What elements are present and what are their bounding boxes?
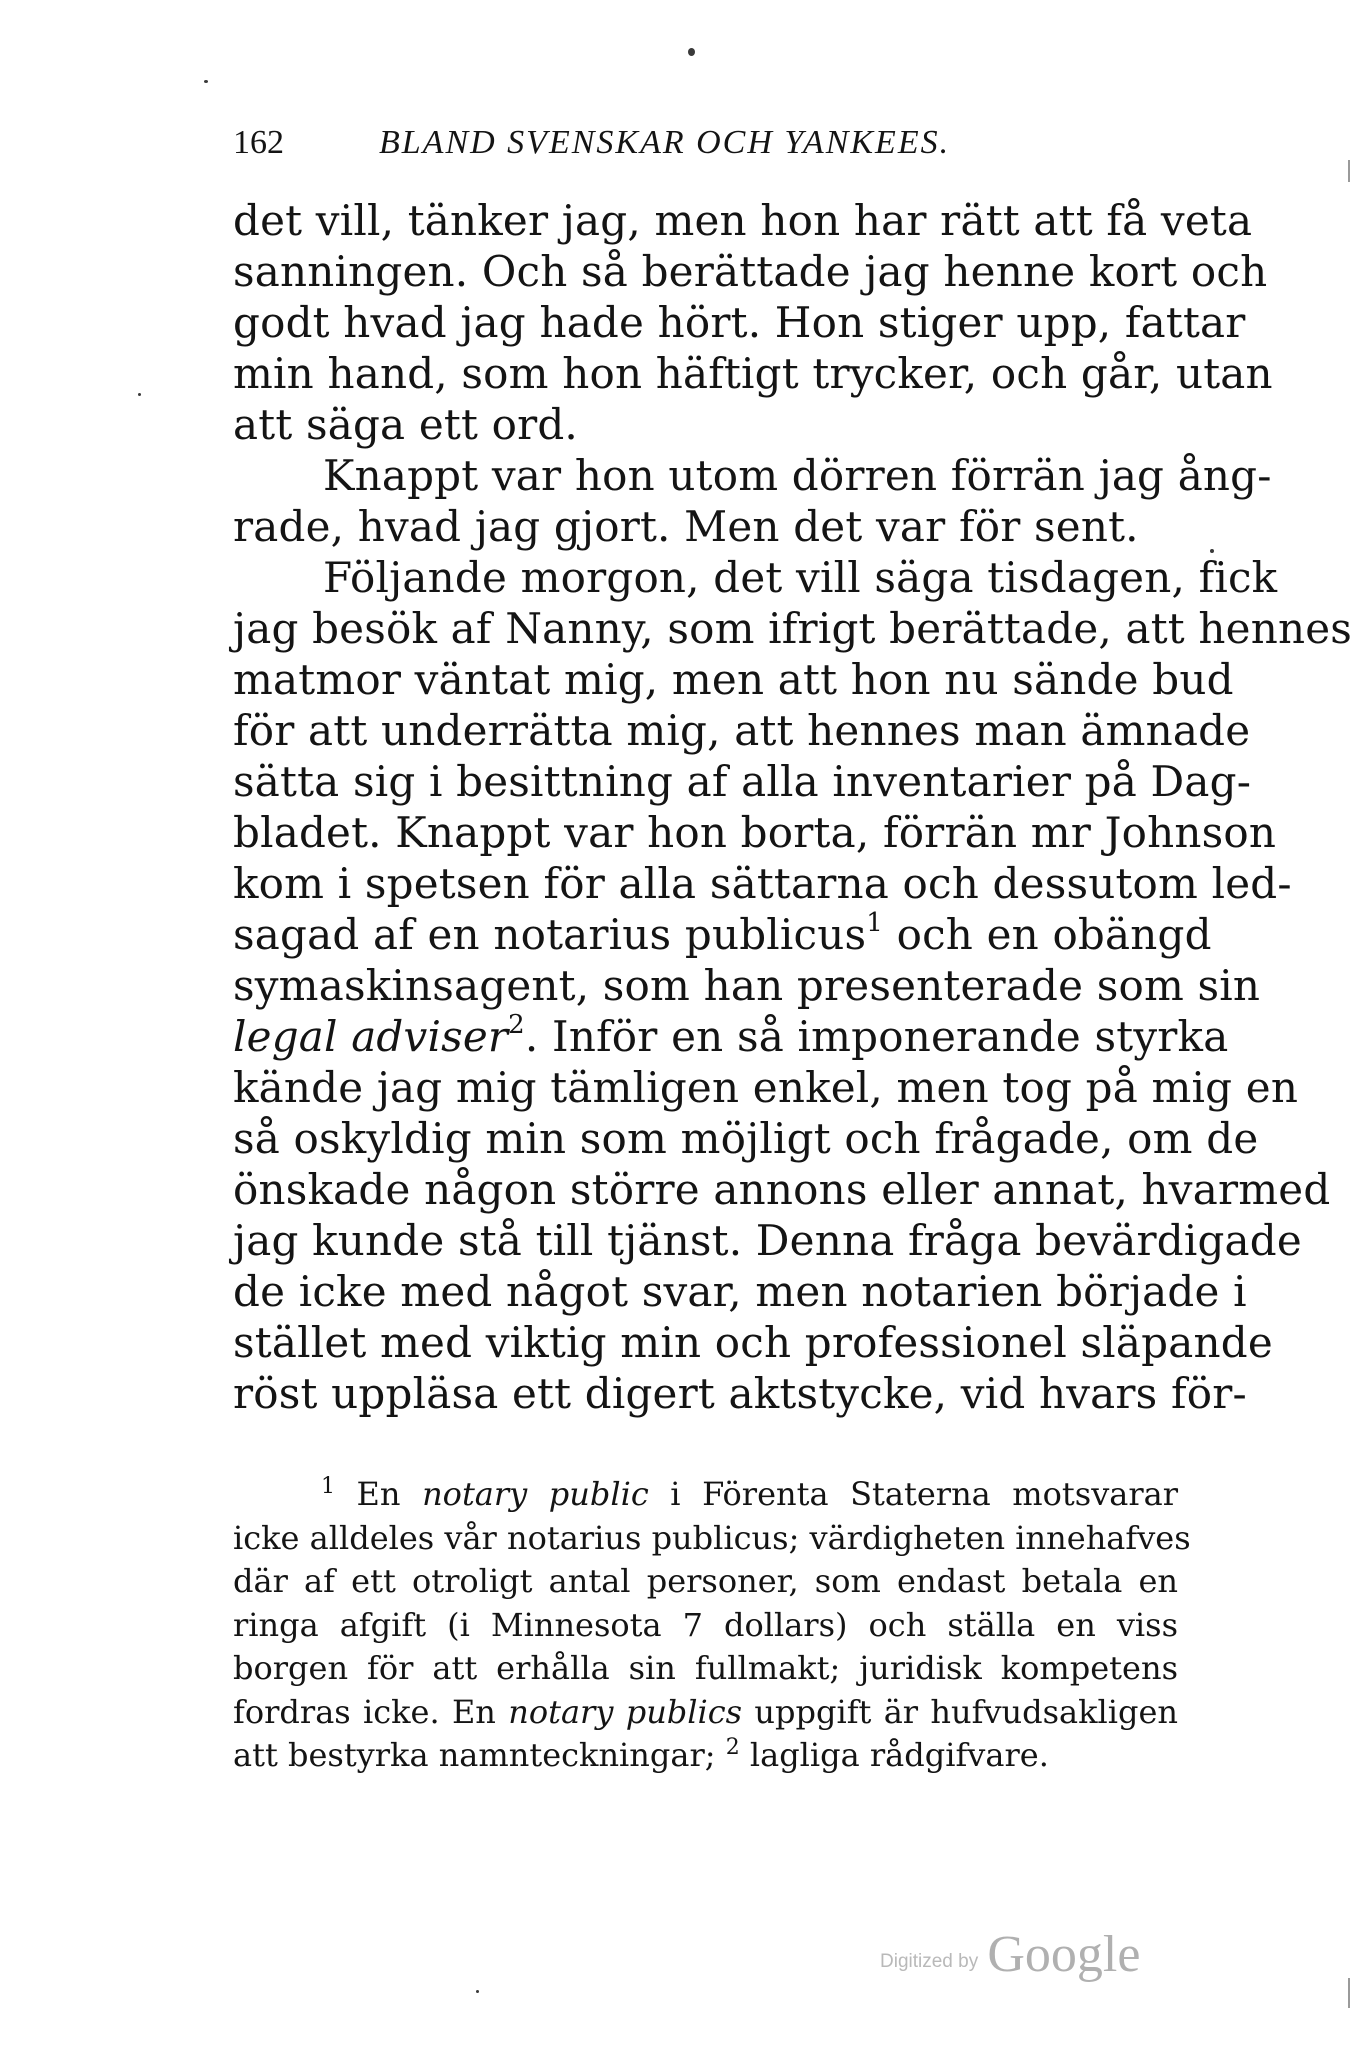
scan-edge-mark — [1348, 1978, 1350, 2008]
text-line: kände jag mig tämligen enkel, men tog på mig en — [233, 1063, 1299, 1112]
text-line: röst uppläsa ett digert aktstycke, vid hvars för- — [233, 1369, 1247, 1418]
footnote-line — [233, 1691, 1178, 1735]
watermark-prefix: Digitized by — [880, 1951, 979, 1972]
text-line: de icke med något svar, men notarien började i — [233, 1267, 1247, 1316]
footnote-line — [233, 1473, 1178, 1517]
scan-speck — [688, 48, 695, 56]
text-line: jag besök af Nanny, som ifrigt berättade, att hennes — [233, 604, 1353, 653]
text-line: sätta sig i besittning af alla inventarier på Dag- — [233, 757, 1252, 806]
footnotes — [233, 1473, 1191, 1778]
text-segment: lagliga rådgifvare. — [739, 1736, 1049, 1774]
text-line: så oskyldig min som möjligt och frågade, om de — [233, 1114, 1259, 1163]
footnote-line: borgen för att erhålla sin fullmakt; juridisk kompetens — [233, 1649, 1178, 1687]
text-line: sanningen. Och så berättade jag henne kort och — [233, 247, 1268, 296]
scan-speck — [138, 393, 141, 396]
scan-speck — [204, 80, 208, 83]
body-text — [233, 195, 1353, 1419]
text-segment: sagad af en notarius publicus — [233, 910, 867, 959]
digitized-by-google-watermark — [880, 1925, 1140, 1985]
text-segment: och en obängd — [883, 910, 1212, 959]
page-number: 162 — [233, 124, 284, 161]
footnote-ref-1: 1 — [866, 908, 884, 938]
footnote-line: där af ett otroligt antal personer, som endast betala en — [233, 1562, 1178, 1600]
italic-term: notary publics — [508, 1692, 743, 1731]
text-line: stället med viktig min och professionel släpande — [233, 1318, 1273, 1367]
text-line: symaskinsagent, som han presenterade som sin — [233, 961, 1261, 1010]
footnote-line — [233, 1734, 1178, 1778]
text-segment: fordras icke. En — [233, 1692, 509, 1731]
text-line: kom i spetsen för alla sättarna och dessutom led- — [233, 859, 1292, 908]
text-line: min hand, som hon häftigt trycker, och går, utan — [233, 349, 1273, 398]
running-head: BLAND SVENSKAR OCH YANKEES. — [379, 124, 951, 161]
italic-term: legal adviser — [233, 1012, 509, 1061]
text-line: det vill, tänker jag, men hon har rätt att få veta — [233, 196, 1253, 245]
italic-term: notary public — [422, 1475, 649, 1513]
footnote-line: icke alldeles vår notarius publicus; värdigheten innehafves — [233, 1518, 1191, 1557]
text-line: att säga ett ord. — [233, 400, 578, 449]
footnote-line: ringa afgift (i Minnesota 7 dollars) och ställa en viss — [233, 1605, 1178, 1644]
footnote-marker-2: 2 — [725, 1735, 740, 1760]
text-line — [233, 1010, 1229, 1062]
scan-edge-mark — [1348, 160, 1350, 182]
watermark-brand: Google — [987, 1926, 1141, 1983]
text-line: bladet. Knappt var hon borta, förrän mr Johnson — [233, 808, 1277, 857]
footnote-marker-1: 1 — [321, 1474, 335, 1499]
text-segment: i Förenta Staterna motsvarar — [648, 1475, 1179, 1513]
text-line: för att underrätta mig, att hennes man ämnade — [233, 706, 1251, 755]
scan-speck — [476, 1990, 479, 1993]
text-line — [233, 908, 1212, 960]
text-segment: uppgift är hufvudsakligen — [742, 1692, 1179, 1731]
text-line: rade, hvad jag gjort. Men det var för sent. — [233, 502, 1139, 551]
page-header — [233, 118, 1133, 168]
text-line: Knappt var hon utom dörren förrän jag ång- — [323, 451, 1272, 500]
text-segment: . Inför en så imponerande styrka — [524, 1012, 1229, 1061]
text-segment: att bestyrka namnteckningar; — [233, 1736, 726, 1774]
text-line: Följande morgon, det vill säga tisdagen, fick — [323, 553, 1278, 602]
text-segment: En — [335, 1475, 423, 1513]
text-line: önskade någon större annons eller annat, hvarmed — [233, 1165, 1331, 1214]
text-line: godt hvad jag hade hört. Hon stiger upp, fattar — [233, 298, 1246, 347]
text-line: jag kunde stå till tjänst. Denna fråga bevärdigade — [233, 1216, 1302, 1265]
text-line: matmor väntat mig, men att hon nu sände bud — [233, 655, 1234, 704]
scan-speck — [1210, 549, 1214, 553]
footnote-ref-2: 2 — [508, 1010, 525, 1040]
